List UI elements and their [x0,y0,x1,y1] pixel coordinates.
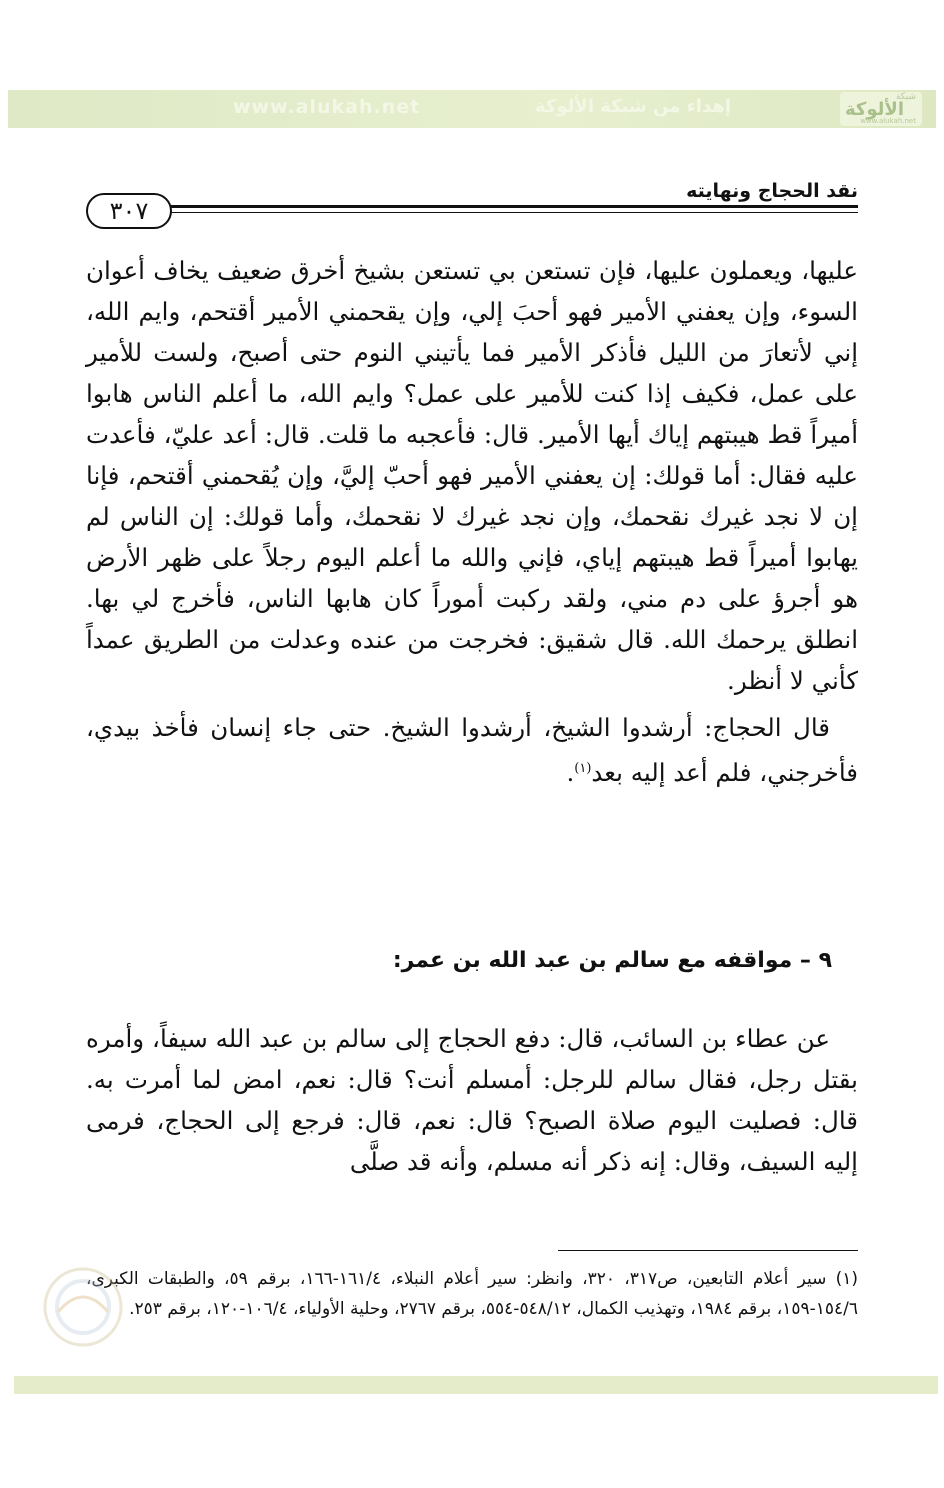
header-rule-thin [168,212,858,213]
footnotes [86,1264,858,1324]
logo-main-text: الألوكة [844,99,904,120]
alukah-logo [840,92,922,126]
paragraph-1: عليها، ويعملون عليها، فإن تستعن بي تستعن بشيخ أخرق ضعيف يخاف أعوان السوء، وإن يعفني الأمير فهو أحبَ إلي، وإن يقحمني الأمير أقتحم، وايم الله، إني لأتعارَ من الليل فأذكر الأمير فما يأتيني النوم حتى أصبح، ولست للأمير على عمل، فكيف إذا كنت للأمير على عمل؟ وايم الله، ما أعلم الناس هابوا أميراً قط هيبتهم إياك أيها الأمير. قال: فأعجبه ما قلت. قال: أعد عليّ، فأعدت عليه فقال: أما قولك: إن يعفني الأمير فهو أحبّ إليَّ، وإن يُقحمني أقتحم، فإنا إن لا نجد غيرك نقحمك، وإن نجد غيرك لا نقحمك، وأما قولك: إن الناس لم يهابوا أميراً قط هيبتهم إياي، فإني والله ما أعلم اليوم رجلاً على ظهر الأرض هو أجرؤ على دم مني، ولقد ركبت أموراً كان هابها الناس، فأخرج لي بها. انطلق يرحمك الله. قال شقيق: فخرجت من عنده وعدلت من الطريق عمداً كأني لا أنظر. [86,256,858,695]
logo-sub-text: www.alukah.net [860,117,916,125]
footnote-rule [558,1250,858,1251]
main-text [86,250,858,793]
top-banner [8,90,936,128]
watermark-emblem-icon [28,1262,138,1352]
page-number: ٣٠٧ [86,193,172,229]
footnote-ref-1[interactable]: (١) [574,761,592,776]
banner-gift-text: إهداء من شبكة الألوكة [535,96,731,117]
logo-small-text: شبكة [895,92,916,102]
main-text-2 [86,1018,858,1182]
paragraph-2 [86,707,858,793]
paragraph-2-end: . [566,758,575,788]
bottom-bar [14,1376,938,1394]
section-heading: ٩ – مواقفه مع سالم بن عبد الله بن عمر: [392,948,832,973]
paragraph-3: عن عطاء بن السائب، قال: دفع الحجاج إلى سالم بن عبد الله سيفاً، وأمره بقتل رجل، فقال سالم للرجل: أمسلم أنت؟ قال: نعم، امض لما أمرت به. قال: فصليت اليوم صلاة الصبح؟ قال: نعم، قال: فرجع إلى الحجاج، فرمى إليه السيف، وقال: إنه ذكر أنه مسلم، وأنه قد صلَّى [86,1024,858,1176]
paragraph-2-text: قال الحجاج: أرشدوا الشيخ، أرشدوا الشيخ. حتى جاء إنسان فأخذ بيدي، فأخرجني، فلم أعد إليه بعد [86,713,858,788]
running-title: نقد الحجاج ونهايته [686,180,858,202]
header-rule-thick [168,205,858,208]
banner-url[interactable]: www.alukah.net [233,96,421,118]
footnote-1: (١) سير أعلام التابعين، ص٣١٧، ٣٢٠، وانظر: سير أعلام النبلاء، ١٦١/٤-١٦٦، برقم ٥٩، والطبقات الكبرى، ١٥٤/٦-١٥٩، برقم ١٩٨٤، وتهذيب الكمال، ٥٤٨/١٢-٥٥٤، برقم ٢٧٦٧، وحلية الأولياء، ١٠٦/٤-١٢٠، برقم ٢٥٣. [86,1269,859,1319]
